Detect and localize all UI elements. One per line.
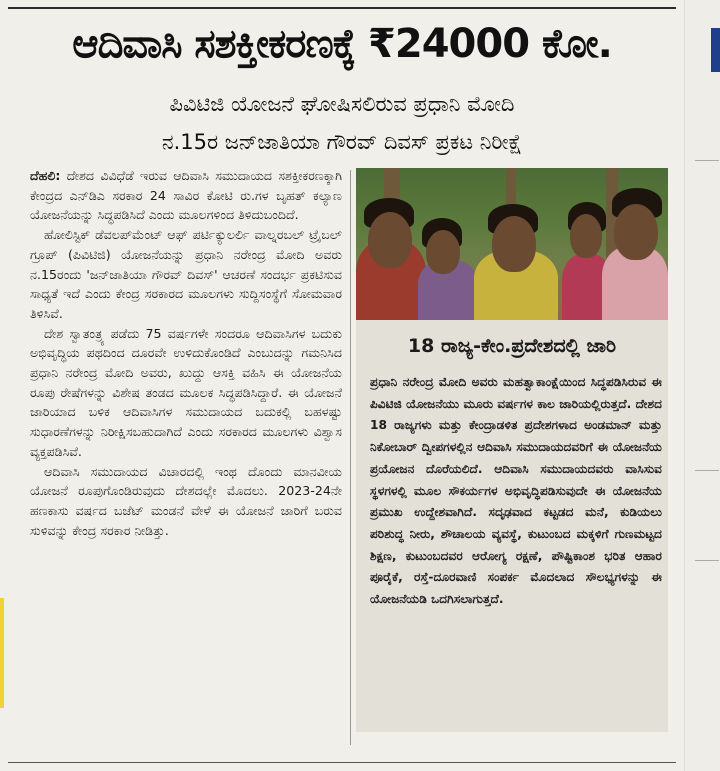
headline: ಆದಿವಾಸಿ ಸಶಕ್ತೀಕರಣಕ್ಕೆ ₹24000 ಕೋ. [72, 21, 612, 67]
divider-line [695, 470, 719, 471]
article-body [30, 166, 342, 754]
person-head [492, 216, 536, 272]
article-paragraph: ದೇಶ ಸ್ವಾತಂತ್ರ್ಯ ಪಡೆದು 75 ವರ್ಷಗಳೇ ಸಂದರೂ ಆದಿವಾಸಿಗಳ ಬದುಕು ಅಭಿವೃದ್ಧಿಯ ಪಥದಿಂದ ದೂರವೇ ಉಳಿದುಕೊಂಡಿದೆ ಎಂಬುದನ್ನು ಗಮನಿಸಿದ ಪ್ರಧಾನಿ ನರೇಂದ್ರ ಮೋದಿ ಅವರು, ಖುದ್ದು ಆಸಕ್ತಿ ವಹಿಸಿ ಈ ಯೋಜನೆಯ ರೂಪು ರೇಷೆಗಳನ್ನು ವಿಶೇಷ ತಂಡದ ಮೂಲಕ ಸಿದ್ಧಪಡಿಸಿದ್ದಾರೆ. ಈ ಯೋಜನೆ ಜಾರಿಯಾದ ಬಳಿಕ ಆದಿವಾಸಿಗಳ ಸಮುದಾಯದ ಬದುಕಲ್ಲಿ ಬಹಳಷ್ಟು ಸುಧಾರಣೆಗಳನ್ನು ನಿರೀಕ್ಷಿಸಬಹುದಾಗಿದೆ ಎಂದು ಸರಕಾರದ ಮೂಲಗಳು ವಿಶ್ವಾಸ ವ್ಯಕ್ತಪಡಿಸಿವೆ. [30, 325, 342, 459]
dateline: ದೆಹಲಿ: [30, 168, 61, 183]
article-paragraph-text: ದೇಶದ ವಿವಿಧೆಡೆ ಇರುವ ಆದಿವಾಸಿ ಸಮುದಾಯದ ಸಶಕ್ತೀಕರಣಕ್ಕಾಗಿ ಕೇಂದ್ರದ ಎನ್‌ಡಿಎ ಸರಕಾರ 24 ಸಾವಿರ ಕೋಟಿ ರು.ಗಳ ಬೃಹತ್ ಕಲ್ಯಾಣ ಯೋಜನೆಯನ್ನು ಸಿದ್ಧಪಡಿಸಿದೆ ಎಂದು ಮೂಲಗಳಿಂದ ತಿಳಿದುಬಂದಿದೆ. [30, 168, 342, 223]
sidebar-body: ಪ್ರಧಾನಿ ನರೇಂದ್ರ ಮೋದಿ ಅವರು ಮಹತ್ವಾಕಾಂಕ್ಷೆಯಿಂದ ಸಿದ್ಧಪಡಿಸಿರುವ ಈ ಪಿವಿಟಿಜಿ ಯೋಜನೆಯು ಮೂರು ವರ್ಷಗಳ ಕಾಲ ಜಾರಿಯಲ್ಲಿರುತ್ತದೆ. ದೇಶದ 18 ರಾಜ್ಯಗಳು ಮತ್ತು ಕೇಂದ್ರಾಡಳಿತ ಪ್ರದೇಶಗಳಾದ ಅಂಡಮಾನ್ ಮತ್ತು ನಿಕೋಬಾರ್ ದ್ವೀಪಗಳಲ್ಲಿನ ಆದಿವಾಸಿ ಸಮುದಾಯದವರಿಗೆ ಈ ಯೋಜನೆಯ ಪ್ರಯೋಜನ ದೊರೆಯಲಿದೆ. ಆದಿವಾಸಿ ಸಮುದಾಯದವರು ವಾಸಿಸುವ ಸ್ಥಳಗಳಲ್ಲಿ ಮೂಲ ಸೌಕರ್ಯಗಳ ಅಭಿವೃದ್ಧಿಪಡಿಸುವುದೇ ಈ ಯೋಜನೆಯ ಪ್ರಮುಖ ಉದ್ದೇಶವಾಗಿದೆ. ಸದೃಢವಾದ ಕಟ್ಟಡದ ಮನೆ, ಕುಡಿಯಲು ಪರಿಶುದ್ಧ ನೀರು, ಶೌಚಾಲಯ ವ್ಯವಸ್ಥೆ, ಕುಟುಂಬದ ಮಕ್ಕಳಿಗೆ ಗುಣಮಟ್ಟದ ಶಿಕ್ಷಣ, ಕುಟುಂಬದವರ ಆರೋಗ್ಯ ರಕ್ಷಣೆ, ಪೌಷ್ಟಿಕಾಂಶ ಭರಿತ ಆಹಾರ ಪೂರೈಕೆ, ರಸ್ತೆ-ದೂರವಾಣಿ ಸಂಪರ್ಕ ಮೊದಲಾದ ಸೌಲಭ್ಯಗಳನ್ನು ಈ ಯೋಜನೆಯಡಿ ಒದಗಿಸಲಾಗುತ್ತದೆ. [370, 375, 662, 607]
person-head [426, 230, 460, 274]
article-paragraph [30, 166, 342, 225]
accent-block [711, 28, 720, 72]
person-head [614, 204, 658, 260]
divider-line [695, 560, 719, 561]
article-paragraph: ಆದಿವಾಸಿ ಸಮುದಾಯದ ವಿಚಾರದಲ್ಲಿ ಇಂಥ ದೊಂದು ಮಾನವೀಯ ಯೋಜನೆ ರೂಪುಗೊಂಡಿರುವುದು ದೇಶದಲ್ಲೇ ಮೊದಲು. 2023-24ನೇ ಹಣಕಾಸು ವರ್ಷದ ಬಜೆಟ್ ಮಂಡನೆ ವೇಳೆ ಈ ಯೋಜನೆ ಜಾರಿಗೆ ಬರುವ ಸುಳಿವನ್ನು ಕೇಂದ್ರ ಸರಕಾರ ನೀಡಿತ್ತು. [30, 463, 342, 538]
person-head [368, 212, 412, 268]
subheadline-line1: ಪಿವಿಟಿಜಿ ಯೋಜನೆ ಘೋಷಿಸಲಿರುವ ಪ್ರಧಾನಿ ಮೋದಿ [169, 92, 515, 116]
divider-line [695, 160, 719, 161]
sidebar-box [356, 320, 668, 732]
bottom-rule [8, 762, 676, 763]
tribal-women-photo [356, 168, 668, 320]
margin-highlight [0, 598, 4, 708]
adjacent-article-strip [684, 0, 720, 771]
article-paragraph: ಹೋಲಿಸ್ಟಿಕ್ ಡೆವಲಪ್‌ಮೆಂಟ್ ಆಫ್ ಪರ್ಟಿಕ್ಯುಲರ್ಲಿ ವಾಲ್ನರಬಲ್ ಟ್ರೈಬಲ್ ಗ್ರೂಪ್ (ಪಿವಿಟಿಜಿ) ಯೋಜನೆಯನ್ನು ಪ್ರಧಾನಿ ನರೇಂದ್ರ ಮೋದಿ ಅವರು ನ.15ರಂದು 'ಜನ್‌ಜಾತಿಯಾ ಗೌರವ್ ದಿವಸ್' ಆಚರಣೆ ಸಂದರ್ಭ ಪ್ರಕಟಿಸುವ ಸಾಧ್ಯತೆ ಇದೆ ಎಂದು ಕೇಂದ್ರ ಸರಕಾರದ ಮೂಲಗಳು ಸುದ್ದಿಸಂಸ್ಥೆಗೆ ಸೋಮವಾರ ತಿಳಿಸಿವೆ. [30, 227, 342, 321]
subheadline-line2: ನ.15ರ ಜನ್‌ಜಾತಿಯಾ ಗೌರವ್ ದಿವಸ್ ಪ್ರಕಟ ನಿರೀಕ್ಷೆ [161, 130, 523, 154]
person-head [570, 214, 602, 258]
sidebar-title: 18 ರಾಜ್ಯ-ಕೇಂ.ಪ್ರದೇಶದಲ್ಲಿ ಜಾರಿ [407, 335, 617, 357]
top-rule [8, 7, 676, 9]
column-divider [350, 170, 351, 745]
